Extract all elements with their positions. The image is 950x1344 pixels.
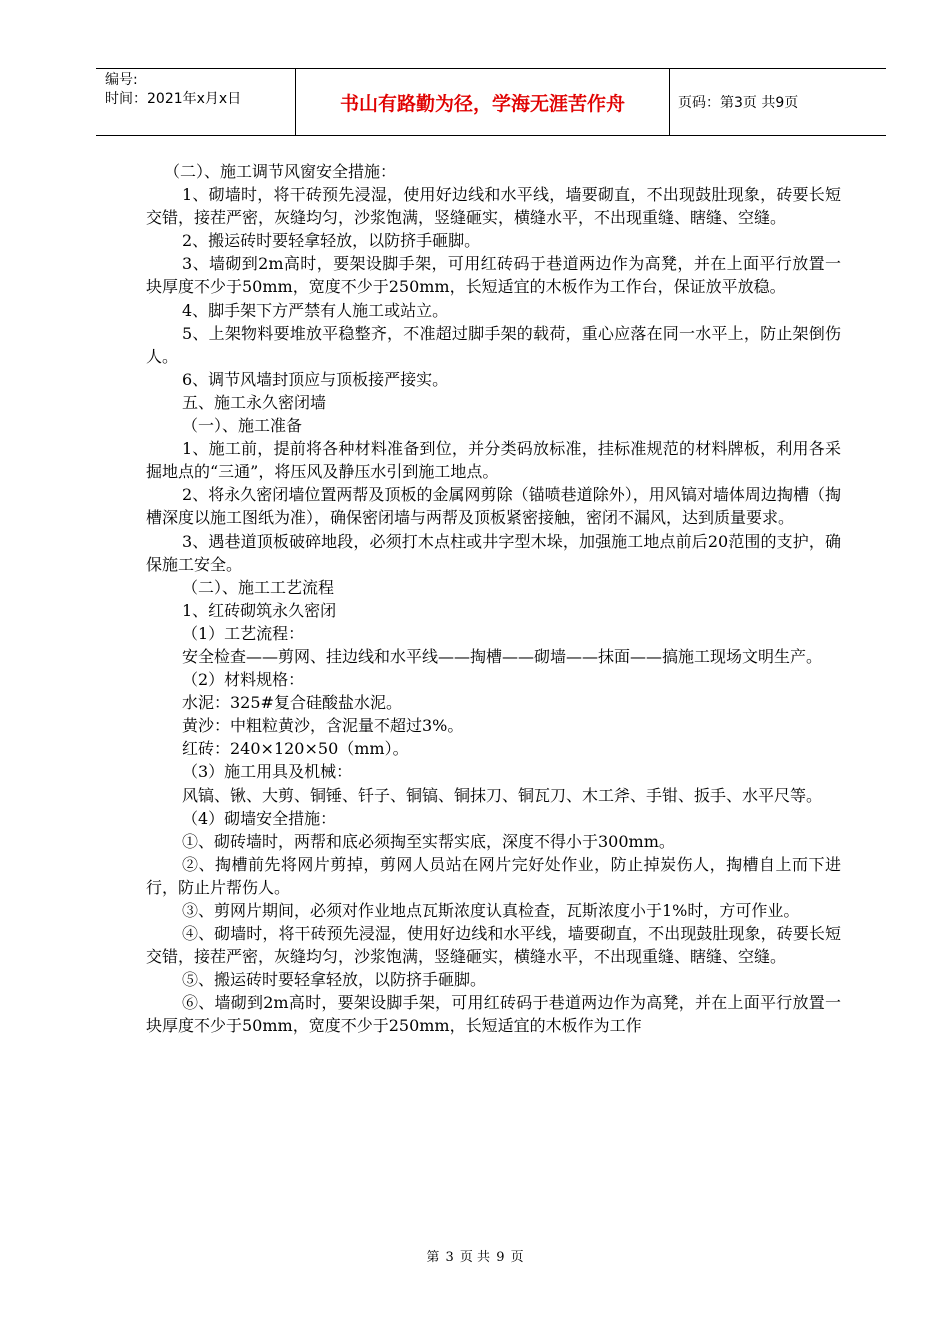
paragraph: 3、墙砌到2m高时，要架设脚手架，可用红砖码于巷道两边作为高凳，并在上面平行放置一块厚度不少于50mm，宽度不少于250mm，长短适宜的木板作为工作台，保证放平放稳。 [146,254,841,297]
paragraph: 2、搬运砖时要轻拿轻放，以防挤手砸脚。 [182,231,481,251]
paragraph: ③、剪网片期间，必须对作业地点瓦斯浓度认真检查，瓦斯浓度小于1%时，方可作业。 [182,901,800,920]
paragraph: ④、砌墙时，将干砖预先浸湿，使用好边线和水平线，墙要砌直，不出现鼓肚现象，砖要长短交错，接茬严密，灰缝均匀，沙浆饱满，竖缝砸实，横缝水平，不出现重缝、瞎缝、空缝。 [146,924,841,967]
paragraph: 5、上架物料要堆放平稳整齐，不准超过脚手架的载荷，重心应落在同一水平上，防止架倒伤人。 [146,323,841,366]
footer-prefix: 第 [426,1250,440,1265]
paragraph: （3）施工用具及机械： [182,762,353,782]
paragraph: 安全检查——剪网、挂边线和水平线——掏槽——砌墙——抹面——搞施工现场文明生产。 [182,646,823,666]
section-heading: （二）、施工调节风窗安全措施： [164,162,397,181]
paragraph: 风镐、锹、大剪、铜锤、钎子、铜镐、铜抹刀、铜瓦刀、木工斧、手钳、扳手、水平尺等。 [182,785,823,805]
footer-mid: 页 共 [459,1250,491,1265]
paragraph: 红砖：240×120×50（mm）。 [182,739,409,759]
paragraph: 1、砌墙时，将干砖预先浸湿，使用好边线和水平线，墙要砌直，不出现鼓肚现象，砖要长短交错，接茬严密，灰缝均匀，沙浆饱满，竖缝砸实，横缝水平，不出现重缝、瞎缝、空缝。 [146,185,841,228]
paragraph: 1、红砖砌筑永久密闭 [182,600,337,620]
paragraph: 水泥：325#复合硅酸盐水泥。 [182,693,402,713]
paragraph: 3、遇巷道顶板破碎地段，必须打木点柱或井字型木垛，加强施工地点前后20范围的支护，确保施工安全。 [146,531,841,574]
paragraph: （1）工艺流程： [182,623,305,643]
paragraph: ⑤、搬运砖时要轻拿轻放，以防挤手砸脚。 [182,970,487,990]
section-heading: （一）、施工准备 [182,416,303,436]
paragraph: （4）砌墙安全措施： [182,808,337,828]
section-heading: 五、施工永久密闭墙 [182,392,327,412]
paragraph: 2、将永久密闭墙位置两帮及顶板的金属网剪除（锚喷巷道除外），用风镐对墙体周边掏槽（掏槽深度以施工图纸为准），确保密闭墙与两帮及顶板紧密接触，密闭不漏风，达到质量要求。 [146,485,841,528]
paragraph: ①、砌砖墙时，两帮和底必须掏至实帮实底，深度不得小于300mm。 [182,831,675,851]
header-meta [96,69,296,135]
section-heading: （二）、施工工艺流程 [182,577,335,597]
document-time-label: 时间：2021年x月x日 [105,91,242,107]
page-footer [0,1246,950,1265]
paragraph: ⑥、墙砌到2m高时，要架设脚手架，可用红砖码于巷道两边作为高凳，并在上面平行放置一块厚度不少于50mm，宽度不少于250mm，长短适宜的木板作为工作 [146,993,841,1036]
header-motto: 书山有路勤为径，学海无涯苦作舟 [296,69,670,135]
document-body [146,160,841,1038]
paragraph: 黄沙：中粗粒黄沙，含泥量不超过3%。 [182,716,464,736]
page-header [96,68,886,136]
header-page-info: 页码：第3页 共9页 [678,95,799,111]
document-number-label: 编号: [105,72,138,88]
footer-page-number: 3 [445,1250,454,1265]
footer-total-pages: 9 [496,1250,505,1265]
paragraph: ②、掏槽前先将网片剪掉，剪网人员站在网片完好处作业，防止掉炭伤人，掏槽自上而下进行，防止片帮伤人。 [146,854,841,897]
paragraph: 4、脚手架下方严禁有人施工或站立。 [182,300,449,320]
paragraph: （2）材料规格： [182,670,305,690]
paragraph: 6、调节风墙封顶应与顶板接严接实。 [182,369,449,389]
paragraph: 1、施工前，提前将各种材料准备到位，并分类码放标准，挂标准规范的材料牌板，利用各采掘地点的“三通”，将压风及静压水引到施工地点。 [146,439,841,482]
footer-suffix: 页 [510,1250,524,1265]
